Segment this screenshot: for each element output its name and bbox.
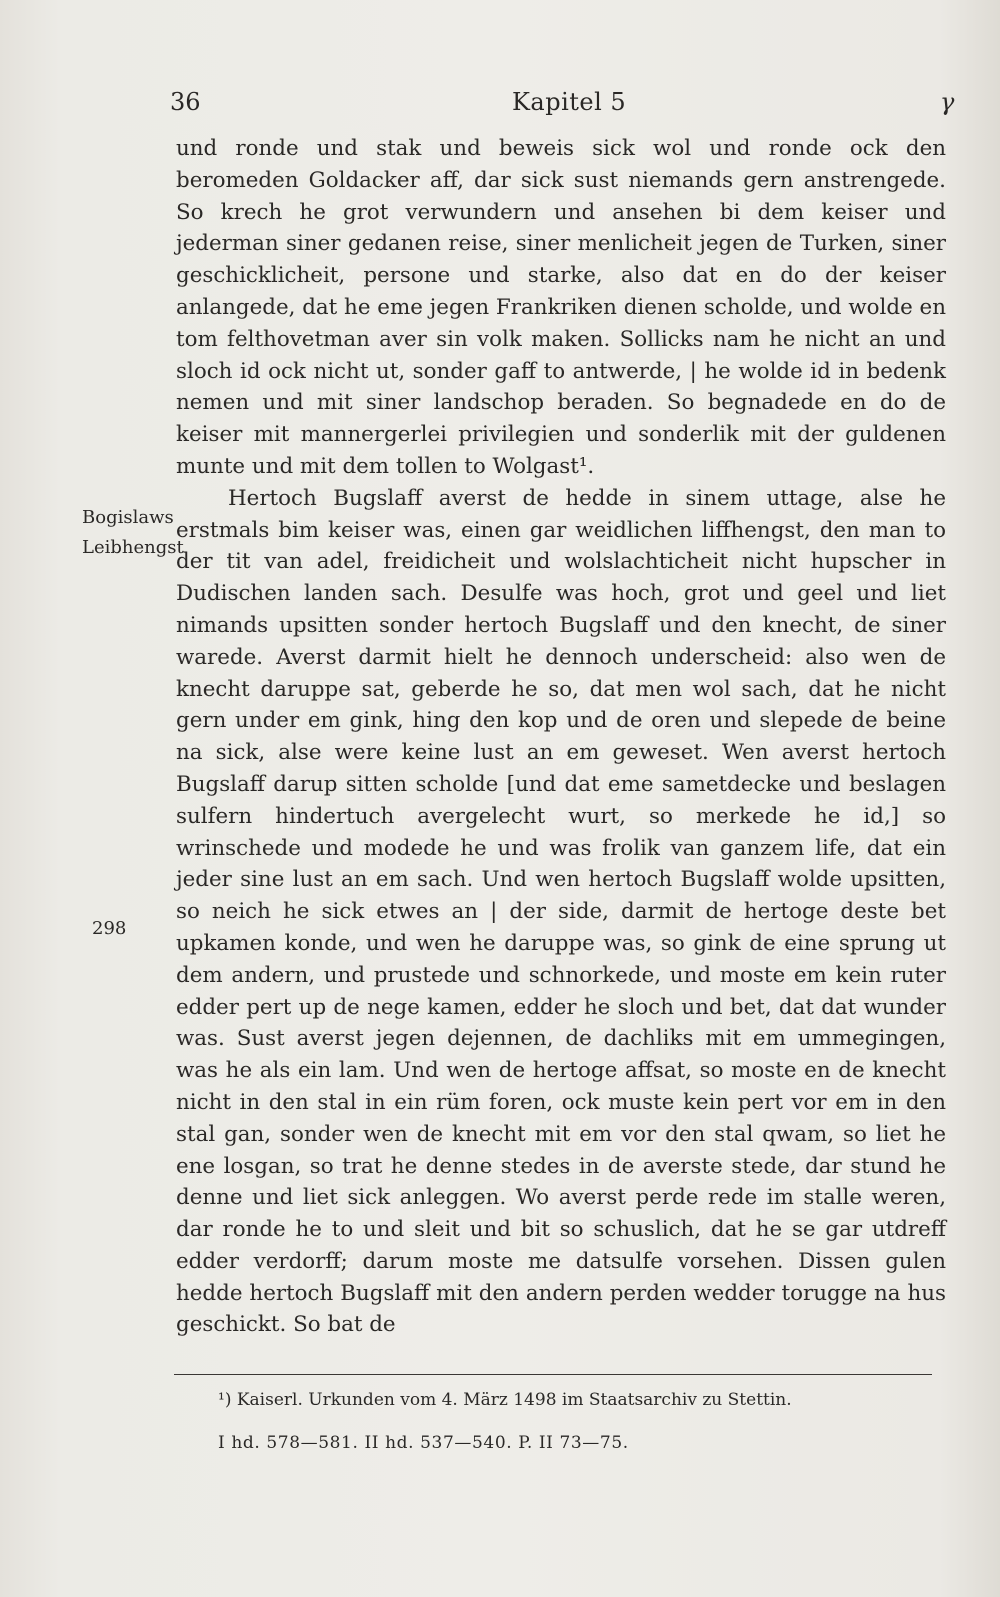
paragraph-1: und ronde und stak und beweis sick wol und ronde ock den beromeden Goldacker aff, dar sick sust niemands gern anstrengede. So krech he grot verwundern und ansehen bi dem keiser und jederman siner gedanen reise, siner menlicheit jegen de Turken, siner geschicklicheit, persone und starke, also dat en do der keiser anlangede, dat he eme jegen Frankriken dienen scholde, und wolde en tom felthovetman aver sin volk maken. Sollicks nam he nicht an und sloch id ock nicht ut, sonder gaff to antwerde, | he wolde id in bedenk nemen und mit siner landschop beraden. So begnadede en do de keiser mit mannergerlei privilegien und sonderlik mit der guldenen munte und mit dem tollen to Wolgast¹. [176, 136, 946, 479]
running-title: Kapitel 5 [512, 88, 627, 116]
margin-label: Bogislaws Leibhengst [82, 507, 184, 558]
margin-page-number: 298 [92, 918, 127, 939]
source-reference: I hd. 578—581. II hd. 537—540. P. II 73—75. [218, 1433, 629, 1453]
page-number: 36 [170, 88, 201, 116]
main-text [176, 133, 946, 1341]
section-mark: γ [940, 88, 955, 116]
page-header [170, 88, 955, 122]
footnote: ¹) Kaiserl. Urkunden vom 4. März 1498 im Staatsarchiv zu Stettin. [218, 1390, 792, 1410]
footnote-divider [174, 1374, 932, 1375]
paragraph-2: Hertoch Bugslaff averst de hedde in sinem uttage, alse he erstmals bim keiser was, einen gar weidlichen liffhengst, den man to der tit van adel, freidicheit und wolslachticheit nicht hupscher in Dudischen landen sach. Desulfe was hoch, grot und geel und liet nimands upsitten sonder hertoch Bugslaff und den knecht, de siner warede. Averst darmit hielt he dennoch underscheid: also wen de knecht daruppe sat, geberde he so, dat men wol sach, dat he nicht gern under em gink, hing den kop und de oren und slepede de beine na sick, alse were keine lust an em geweset. Wen averst hertoch Bugslaff darup sitten scholde [und dat eme sametdecke und beslagen sulfern hindertuch avergelecht wurt, so merkede he id,] so wrinschede und modede he und was frolik van ganzem life, dat ein jeder sine lust an em sach. Und wen hertoch Bugslaff wolde upsitten, so neich he sick etwes an | der side, darmit de hertoge deste bet upkamen konde, und wen he daruppe was, so gink de eine sprung ut dem andern, und prustede und schnorkede, und moste em kein ruter edder pert up de nege kamen, edder he sloch und bet, dat dat wunder was. Sust averst jegen dejennen, de dachliks mit em ummegingen, was he als ein lam. Und wen de hertoge affsat, so moste en de knecht nicht in den stal in ein rüm foren, ock muste kein pert vor em in den stal gan, sonder wen de knecht mit em vor den stal qwam, so liet he ene losgan, so trat he denne stedes in de averste stede, dar stund he denne und liet sick anleggen. Wo averst perde rede im stalle weren, dar ronde he to und sleit und bit so schuslich, dat he se gar utdreff edder verdorff; darum moste me datsulfe vorsehen. Dissen gulen hedde hertoch Bugslaff mit den andern perden wedder torugge na hus geschickt. So bat de [176, 485, 946, 1338]
